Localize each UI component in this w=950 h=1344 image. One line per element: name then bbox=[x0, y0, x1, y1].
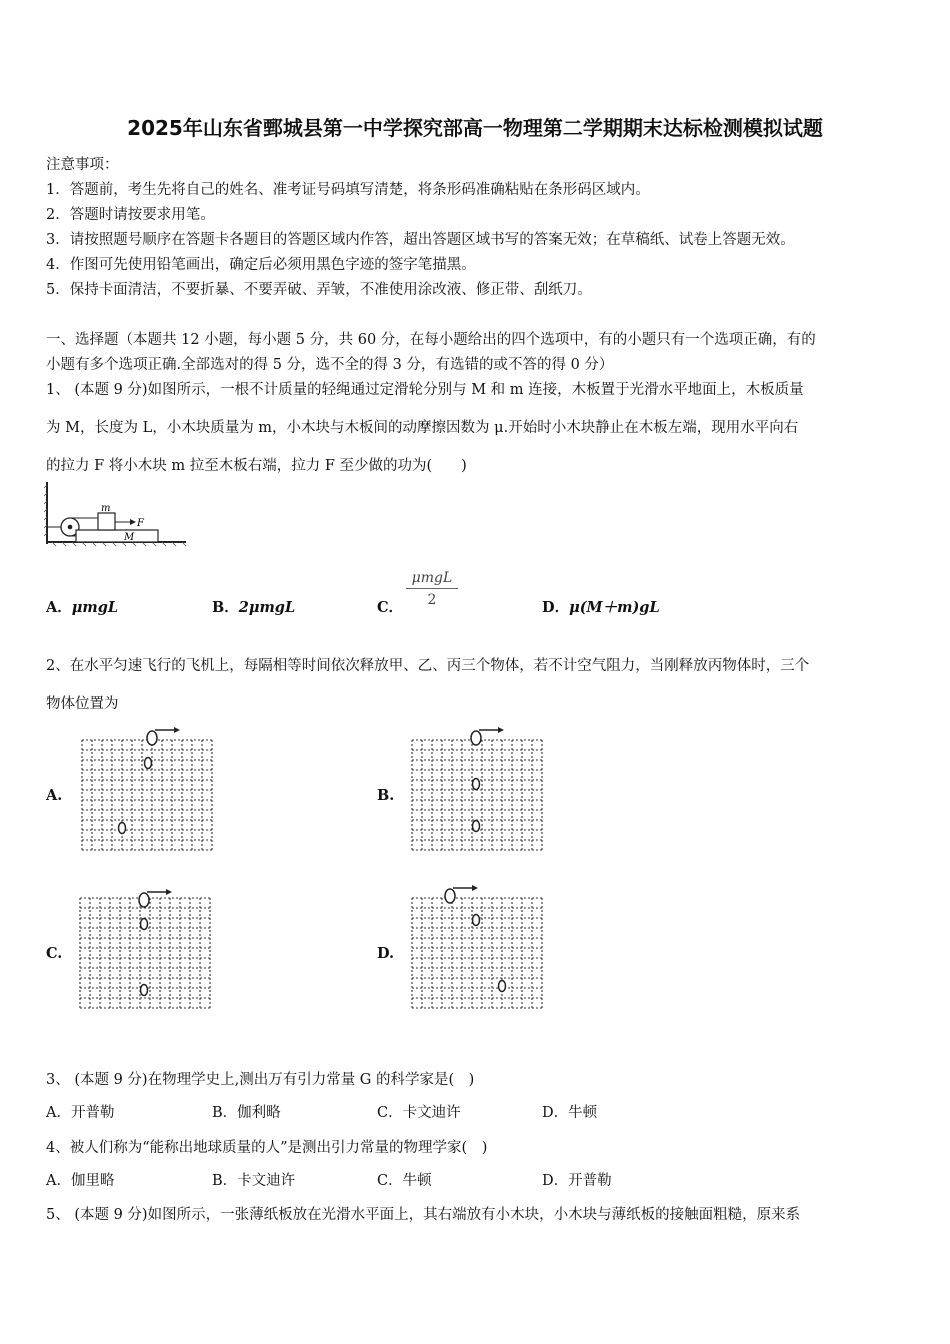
q3-option-b[interactable]: B．伽利略 bbox=[212, 1105, 281, 1121]
fig-label-M: M bbox=[124, 532, 135, 543]
option-text: μ(M＋m)gL bbox=[569, 599, 660, 616]
option-text: 2μmgL bbox=[238, 599, 296, 616]
falling-object bbox=[473, 915, 480, 926]
airplane-icon bbox=[147, 727, 180, 745]
q2-option-a-label[interactable]: A. bbox=[46, 787, 63, 804]
q1-stem: 的拉力 F 将小木块 m 拉至木板右端，拉力 F 至少做的功为( ) bbox=[46, 458, 467, 474]
q2-option-d-label[interactable]: D. bbox=[377, 945, 395, 962]
falling-object bbox=[473, 821, 480, 832]
fig-label-F: F bbox=[137, 518, 144, 529]
option-letter: C． bbox=[377, 599, 404, 616]
q4-option-c[interactable]: C．牛顿 bbox=[377, 1173, 432, 1189]
falling-object bbox=[141, 985, 148, 996]
notice-item: 5．保持卡面清洁，不要折暴、不要弄破、弄皱，不准使用涂改液、修正带、刮纸刀。 bbox=[46, 282, 592, 298]
falling-object bbox=[141, 919, 148, 930]
section-heading-cont: 小题有多个选项正确.全部选对的得 5 分，选不全的得 3 分，有选错的或不答的得 0 分） bbox=[46, 357, 614, 373]
q4-option-d[interactable]: D．开普勒 bbox=[542, 1173, 612, 1189]
notice-heading: 注意事项： bbox=[46, 157, 119, 173]
airplane-icon bbox=[471, 727, 504, 745]
q4-option-a[interactable]: A．伽里略 bbox=[46, 1173, 115, 1189]
q1-option-b[interactable] bbox=[212, 596, 295, 617]
q1-option-c-fraction bbox=[406, 570, 458, 608]
q2-grid-figure-b bbox=[408, 718, 548, 858]
falling-object bbox=[119, 823, 126, 834]
option-letter: A． bbox=[46, 599, 72, 616]
option-letter: B． bbox=[212, 599, 239, 616]
q1-stem: 为 M，长度为 L，小木块质量为 m，小木块与木板间的动摩擦因数为 μ.开始时小木块静止在木板左端，现用水平向右 bbox=[46, 420, 799, 436]
q2-option-c-label[interactable]: C. bbox=[46, 945, 63, 962]
q3-stem: 3、 (本题 9 分)在物理学史上,测出万有引力常量 G 的科学家是( ) bbox=[46, 1072, 475, 1088]
q1-option-d[interactable] bbox=[542, 596, 660, 617]
q3-option-c[interactable]: C．卡文迪许 bbox=[377, 1105, 461, 1121]
option-letter: D． bbox=[542, 599, 570, 616]
q1-stem: 1、 (本题 9 分)如图所示，一根不计质量的轻绳通过定滑轮分别与 M 和 m 连接，木板置于光滑水平地面上，木板质量 bbox=[46, 382, 804, 398]
notice-item: 2．答题时请按要求用笔。 bbox=[46, 207, 215, 223]
fig-label-m: m bbox=[101, 503, 111, 514]
q2-grid-figure-c bbox=[76, 876, 216, 1016]
option-text: μmgL bbox=[71, 599, 119, 616]
q1-option-c[interactable] bbox=[377, 596, 403, 617]
q4-option-b[interactable]: B．卡文迪许 bbox=[212, 1173, 296, 1189]
q3-option-a[interactable]: A．开普勒 bbox=[46, 1105, 115, 1121]
q4-stem: 4、被人们称为“能称出地球质量的人”是测出引力常量的物理学家( ) bbox=[46, 1140, 488, 1156]
q5-stem: 5、 (本题 9 分)如图所示，一张薄纸板放在光滑水平面上，其右端放有小木块，小木块与薄纸板的接触面粗糙，原来系 bbox=[46, 1207, 801, 1223]
falling-object bbox=[499, 981, 506, 992]
q2-option-b-label[interactable]: B. bbox=[377, 787, 395, 804]
notice-item: 1．答题前，考生先将自己的姓名、准考证号码填写清楚，将条形码准确粘贴在条形码区域内。 bbox=[46, 182, 650, 198]
q2-stem: 2、在水平匀速飞行的飞机上，每隔相等时间依次释放甲、乙、丙三个物体，若不计空气阻力，当刚释放丙物体时，三个 bbox=[46, 658, 810, 674]
notice-item: 3．请按照题号顺序在答题卡各题目的答题区域内作答，超出答题区域书写的答案无效；在草稿纸、试卷上答题无效。 bbox=[46, 232, 795, 248]
q1-pulley-figure bbox=[44, 478, 189, 548]
q2-grid-figure-d bbox=[408, 876, 548, 1016]
q2-stem: 物体位置为 bbox=[46, 696, 119, 712]
fraction-denominator: 2 bbox=[427, 592, 437, 608]
airplane-icon bbox=[445, 885, 478, 903]
fraction-numerator: μmgL bbox=[406, 570, 458, 589]
q3-option-d[interactable]: D．牛顿 bbox=[542, 1105, 598, 1121]
q1-option-a[interactable] bbox=[46, 596, 118, 617]
airplane-icon bbox=[139, 889, 172, 907]
falling-object bbox=[145, 758, 152, 769]
falling-object bbox=[473, 779, 480, 790]
page-title: 2025年山东省鄄城县第一中学探究部高一物理第二学期期末达标检测模拟试题 bbox=[127, 116, 823, 140]
section-heading: 一、选择题（本题共 12 小题，每小题 5 分，共 60 分，在每小题给出的四个选项中，有的小题只有一个选项正确，有的 bbox=[46, 332, 816, 348]
q2-grid-figure-a bbox=[78, 718, 218, 858]
notice-item: 4．作图可先使用铅笔画出，确定后必须用黑色字迹的签字笔描黑。 bbox=[46, 257, 476, 273]
